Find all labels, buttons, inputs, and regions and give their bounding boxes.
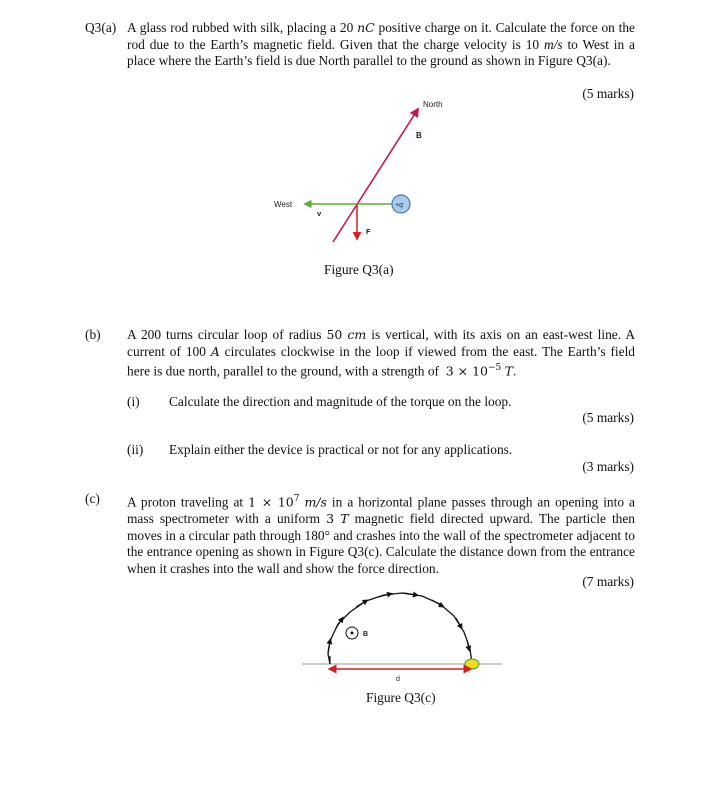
- proton-path: [328, 593, 472, 664]
- q3b-i-marks: (5 marks): [582, 410, 634, 425]
- q3a-text-before-charge: A glass rod rubbed with silk, placing a 20: [127, 20, 358, 35]
- q3b-field-value: 3 × 10: [445, 363, 488, 379]
- west-label: West: [274, 200, 293, 209]
- q3a-marks: (5 marks): [582, 86, 634, 101]
- f-label: F: [366, 227, 371, 236]
- q3c-speed-unit: m/s: [304, 494, 327, 510]
- path-arrow-3: [356, 601, 366, 607]
- q3b-question-text: [127, 327, 635, 380]
- figure-q3a: [260, 92, 460, 252]
- q3c-field-unit: T: [340, 511, 349, 527]
- q3c-text1: A proton traveling at: [127, 494, 249, 510]
- b-field-label: B: [363, 631, 369, 638]
- q3c-question-text: [127, 491, 635, 577]
- q3a-text-end: to West in a place where the Earth’s field is due North parallel to the ground as shown in Figure Q3(a).: [127, 36, 635, 69]
- q3a-charge-unit: nC: [357, 20, 375, 35]
- d-label: d: [396, 676, 400, 683]
- figure-q3a-caption: Figure Q3(a): [324, 262, 394, 277]
- charge-label: +q: [395, 202, 403, 209]
- q3b-field-exp: −5: [487, 363, 502, 374]
- b-label: B: [416, 131, 422, 140]
- path-arrow-7: [456, 618, 461, 627]
- q3c-label: (c): [85, 491, 100, 506]
- q3a-label: Q3(a): [85, 20, 117, 35]
- q3b-ii-marks: (3 marks): [582, 459, 634, 474]
- figure-q3c-caption: Figure Q3(c): [366, 690, 436, 705]
- q3b-i-text: Calculate the direction and magnitude of the torque on the loop.: [169, 394, 512, 409]
- v-label: v: [317, 209, 322, 218]
- path-arrow-6: [432, 600, 442, 606]
- path-arrow-2: [336, 619, 342, 628]
- b-field-out-dot: [351, 632, 354, 635]
- q3b-ii-text: Explain either the device is practical or not for any applications.: [169, 442, 513, 457]
- q3b-text3: circulates clockwise in the loop if viewed from the east. The Earth’s field here is due north, parallel to the ground, with a strength of: [127, 343, 636, 379]
- q3c-text3: magnetic field directed upward. The particle then moves in a circular path through 180° and crashes into the wall of the spectrometer adjacent to the entrance opening as shown in Figure Q3(c). Calculate the distance down from the entrance when it crashes into the wall and show the force direction.: [127, 511, 636, 576]
- q3c-speed-exp: 7: [293, 494, 300, 504]
- q3b-text2: is vertical, with its axis on an east-west line. A current of 100: [127, 327, 635, 359]
- q3c-text2: in a horizontal plane passes through an opening into a mass spectrometer with a uniform: [127, 494, 635, 527]
- q3b-field-unit: T: [504, 363, 513, 379]
- impact-point: [465, 659, 479, 669]
- q3b-label: (b): [85, 327, 101, 342]
- q3a-velocity-unit: m/s: [543, 36, 563, 52]
- q3a-question-text: [127, 20, 635, 70]
- q3c-field: 3: [326, 511, 335, 527]
- q3c-marks: (7 marks): [582, 574, 634, 589]
- q3b-ii-label: (ii): [127, 442, 144, 457]
- q3b-end: .: [512, 363, 517, 379]
- b-field-arrow: [333, 109, 418, 242]
- q3a-text-after-charge: positive charge on it. Calculate the force on the rod due to the Earth’s magnetic field. Given that the charge velocity is 10: [127, 20, 635, 52]
- q3c-speed: 1 × 10: [248, 494, 294, 510]
- figure-q3c: [300, 586, 510, 686]
- north-label: North: [423, 100, 443, 109]
- q3b-current-unit: A: [210, 343, 220, 359]
- q3b-radius-unit: cm: [347, 327, 367, 342]
- q3b-radius-value: 50: [326, 327, 343, 342]
- q3b-i-label: (i): [127, 394, 140, 409]
- q3b-text1: A 200 turns circular loop of radius: [127, 327, 327, 342]
